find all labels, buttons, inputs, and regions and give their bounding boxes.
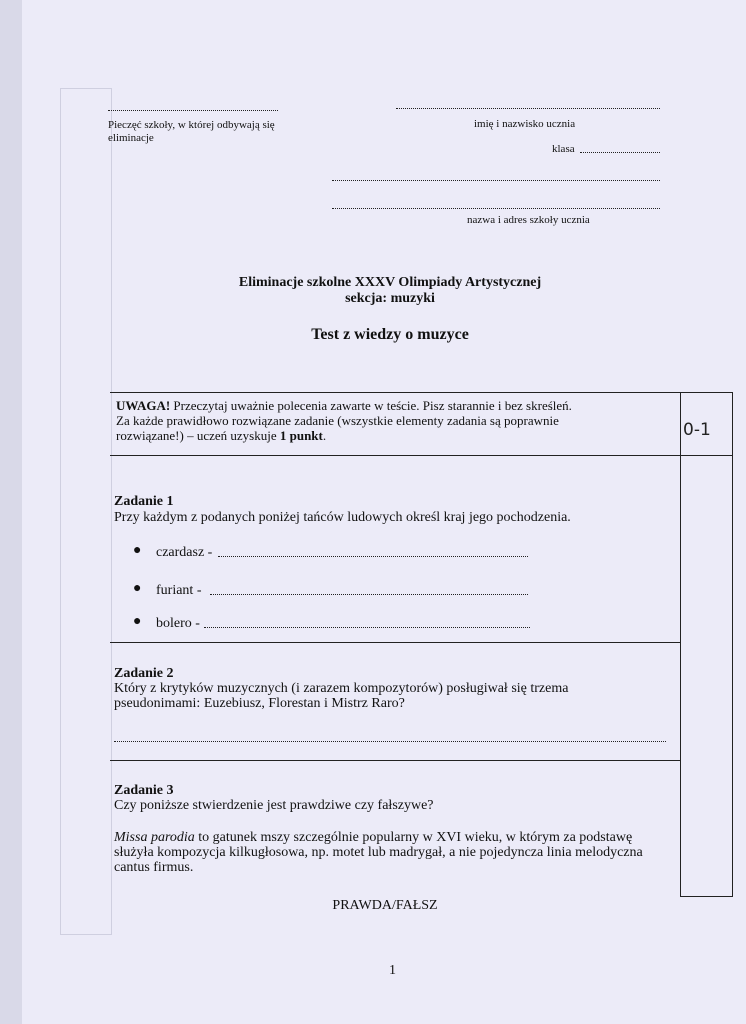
- page-number: 1: [389, 963, 396, 978]
- task3-statement: [114, 830, 674, 875]
- notice-line3: rozwiązane!) – uczeń uzyskuje: [116, 428, 280, 443]
- notice-line1: Przeczytaj uważnie polecenia zawarte w teście. Pisz starannie i bez skreśleń.: [170, 398, 572, 413]
- notice-line3-end: .: [322, 428, 327, 443]
- task1-prompt: Przy każdym z podanych poniżej tańców ludowych określ kraj jego pochodzenia.: [114, 510, 571, 525]
- stamp-label-line1: Pieczęć szkoły, w której odbywają się: [108, 119, 275, 131]
- title-line2: sekcja: muzyki: [345, 291, 435, 306]
- warning-word: UWAGA!: [116, 398, 171, 413]
- task2-prompt: [114, 681, 568, 711]
- notice-line2: Za każde prawidłowo rozwiązane zadanie (wszystkie elementy zadania są poprawnie: [116, 413, 559, 428]
- task3-statement-line3: cantus firmus.: [114, 860, 194, 875]
- task1-answer-czardasz[interactable]: [218, 556, 528, 557]
- task1-item-bolero: bolero -: [156, 616, 200, 631]
- school-field-line1[interactable]: [332, 180, 660, 181]
- school-field-line2[interactable]: [332, 208, 660, 209]
- school-label: nazwa i adres szkoły ucznia: [467, 214, 590, 226]
- task2-prompt-line2: pseudonimami: Euzebiusz, Florestan i Mistrz Raro?: [114, 696, 405, 711]
- title-line1: Eliminacje szkolne XXXV Olimpiady Artystycznej: [238, 275, 542, 290]
- task3-title: Zadanie 3: [114, 783, 174, 798]
- task3-statement-line2: służyła kompozycja kilkugłosowa, np. motet lub madrygał, a nie pojedyncza linia melodyczna: [114, 845, 643, 860]
- task1-title: Zadanie 1: [114, 494, 174, 509]
- task1-item-czardasz: czardasz -: [156, 545, 213, 560]
- task1-answer-furiant[interactable]: [210, 594, 528, 595]
- test-title: Test z wiedzy o muzyce: [311, 326, 469, 343]
- student-name-label: imię i nazwisko ucznia: [474, 118, 576, 130]
- bullet-icon: ●: [133, 614, 142, 629]
- task3-statement-line1: to gatunek mszy szczególnie popularny w XVI wieku, w którym za podstawę: [194, 830, 633, 845]
- handwritten-score-mark: 0-1: [683, 420, 711, 440]
- points-value: 1 punkt: [279, 428, 323, 443]
- stamp-label: [108, 119, 275, 145]
- bleed-through-frame: [60, 88, 112, 935]
- score-header-divider: [680, 455, 732, 456]
- olympiad-title: [180, 275, 600, 307]
- score-column-bottom: [680, 896, 733, 897]
- notice-bottom-border: [110, 455, 680, 456]
- stamp-label-line2: eliminacje: [108, 132, 154, 144]
- class-label: klasa: [552, 143, 575, 155]
- bullet-icon: ●: [133, 581, 142, 596]
- bullet-icon: ●: [133, 543, 142, 558]
- class-field[interactable]: [580, 152, 660, 153]
- notice-top-border: [110, 392, 732, 393]
- scan-left-edge: [0, 0, 22, 1024]
- task1-answer-bolero[interactable]: [204, 627, 530, 628]
- task2-divider: [110, 760, 680, 761]
- task2-title: Zadanie 2: [114, 666, 174, 681]
- true-false-choice[interactable]: PRAWDA/FAŁSZ: [332, 898, 438, 913]
- notice-text: [116, 398, 676, 443]
- student-name-field[interactable]: [396, 108, 660, 109]
- score-column-right-border: [732, 392, 733, 896]
- task1-item-furiant: furiant -: [156, 583, 202, 598]
- stamp-dotted-line[interactable]: [108, 110, 278, 111]
- task2-prompt-line1: Który z krytyków muzycznych (i zarazem kompozytorów) posługiwał się trzema: [114, 681, 569, 696]
- score-column-left-border: [680, 392, 681, 896]
- task3-prompt: Czy poniższe stwierdzenie jest prawdziwe czy fałszywe?: [114, 798, 434, 813]
- task1-divider: [110, 642, 680, 643]
- missa-parodia-term: Missa parodia: [114, 830, 195, 845]
- task2-answer-field[interactable]: [114, 741, 666, 742]
